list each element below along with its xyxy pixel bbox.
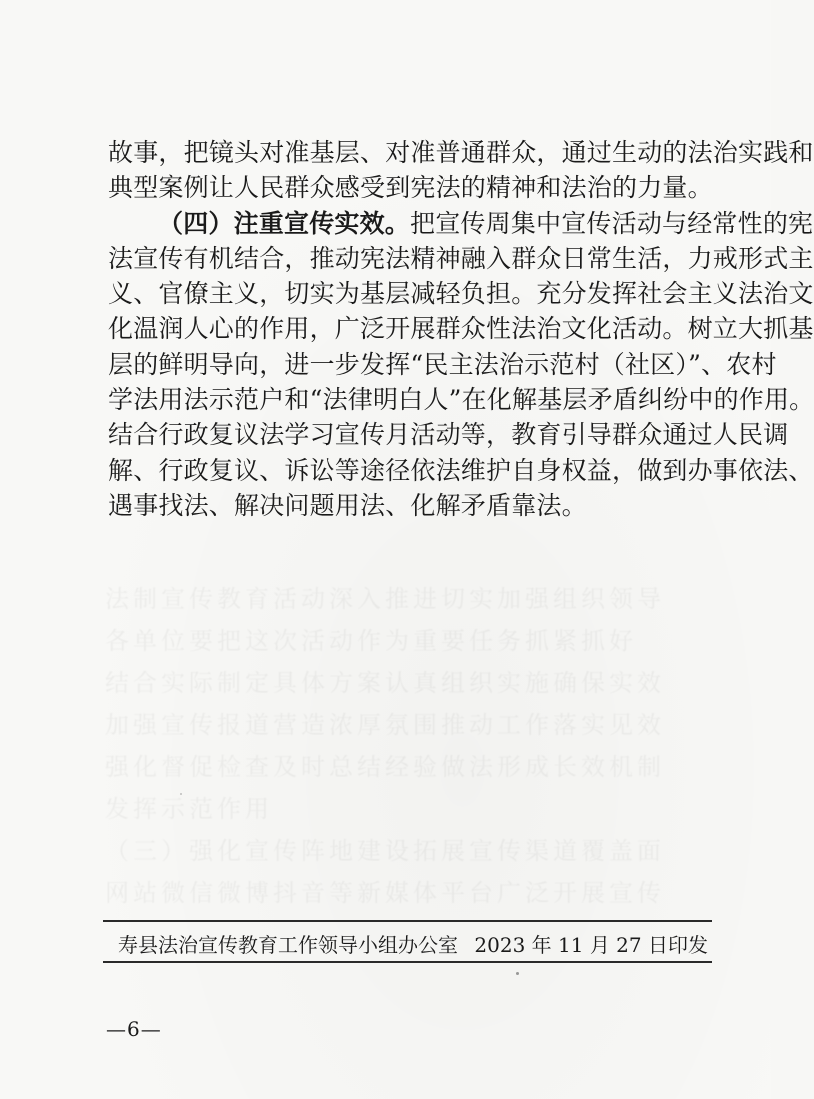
bleed-through-text: 加强宣传报道营造浓厚氛围推动工作落实见效 xyxy=(105,711,665,739)
issuance-footer xyxy=(118,928,708,958)
bleed-through-text: 发挥示范作用 xyxy=(105,795,273,823)
paragraph-2-line-7: 结合行政复议法学习宣传月活动等，教育引导群众通过人民调 xyxy=(108,420,789,450)
footer-bottom-rule xyxy=(103,961,712,963)
paragraph-1-line-1: 故事，把镜头对准基层、对准普通群众，通过生动的法治实践和 xyxy=(108,138,814,167)
paragraph-2-line-1 xyxy=(108,206,814,241)
paragraph-2-line-9: 遇事找法、解决问题用法、化解矛盾靠法。 xyxy=(108,490,587,520)
issue-date: 2023 年 11 月 27 日印发 xyxy=(474,932,708,957)
bleed-through-text: 法制宣传教育活动深入推进切实加强组织领导 xyxy=(105,585,665,613)
paragraph-2-line-6: 学法用法示范户和“法律明白人”在化解基层矛盾纠纷中的作用。 xyxy=(108,385,814,415)
paragraph-2-line-8: 解、行政复议、诉讼等途径依法维护自身权益，做到办事依法、 xyxy=(108,455,814,485)
paragraph-1-line-2: 典型案例让人民群众感受到宪法的精神和法治的力量。 xyxy=(108,173,713,203)
bleed-through-text: 结合实际制定具体方案认真组织实施确保实效 xyxy=(105,669,665,697)
section-heading: （四）注重宣传实效。 xyxy=(158,208,411,238)
paragraph-2-line-5: 层的鲜明导向，进一步发挥“民主法治示范村（社区）”、农村 xyxy=(108,349,777,379)
footer-top-rule xyxy=(103,920,712,922)
paragraph-2-line-3: 义、官僚主义，切实为基层减轻负担。充分发挥社会主义法治文 xyxy=(108,279,814,309)
issuer-name: 寿县法治宣传教育工作领导小组办公室 xyxy=(118,932,458,957)
bleed-through-text: 网站微信微博抖音等新媒体平台广泛开展宣传 xyxy=(105,879,665,907)
bleed-through-text: 强化督促检查及时总结经验做法形成长效机制 xyxy=(105,753,665,781)
scan-speck xyxy=(180,793,182,795)
page-number: —6— xyxy=(106,1017,162,1041)
paragraph-2-line-2: 法宣传有机结合，推动宪法精神融入群众日常生活，力戒形式主 xyxy=(108,243,814,273)
paragraph-2-line-4: 化温润人心的作用，广泛开展群众性法治文化活动。树立大抓基 xyxy=(108,314,814,344)
paragraph-2-line-1-text: 把宣传周集中宣传活动与经常性的宪 xyxy=(410,208,814,238)
scan-speck xyxy=(516,972,519,975)
bleed-through-text: 各单位要把这次活动作为重要任务抓紧抓好 xyxy=(105,627,637,655)
bleed-through-text: （三）强化宣传阵地建设拓展宣传渠道覆盖面 xyxy=(105,837,665,865)
document-body xyxy=(108,135,814,523)
